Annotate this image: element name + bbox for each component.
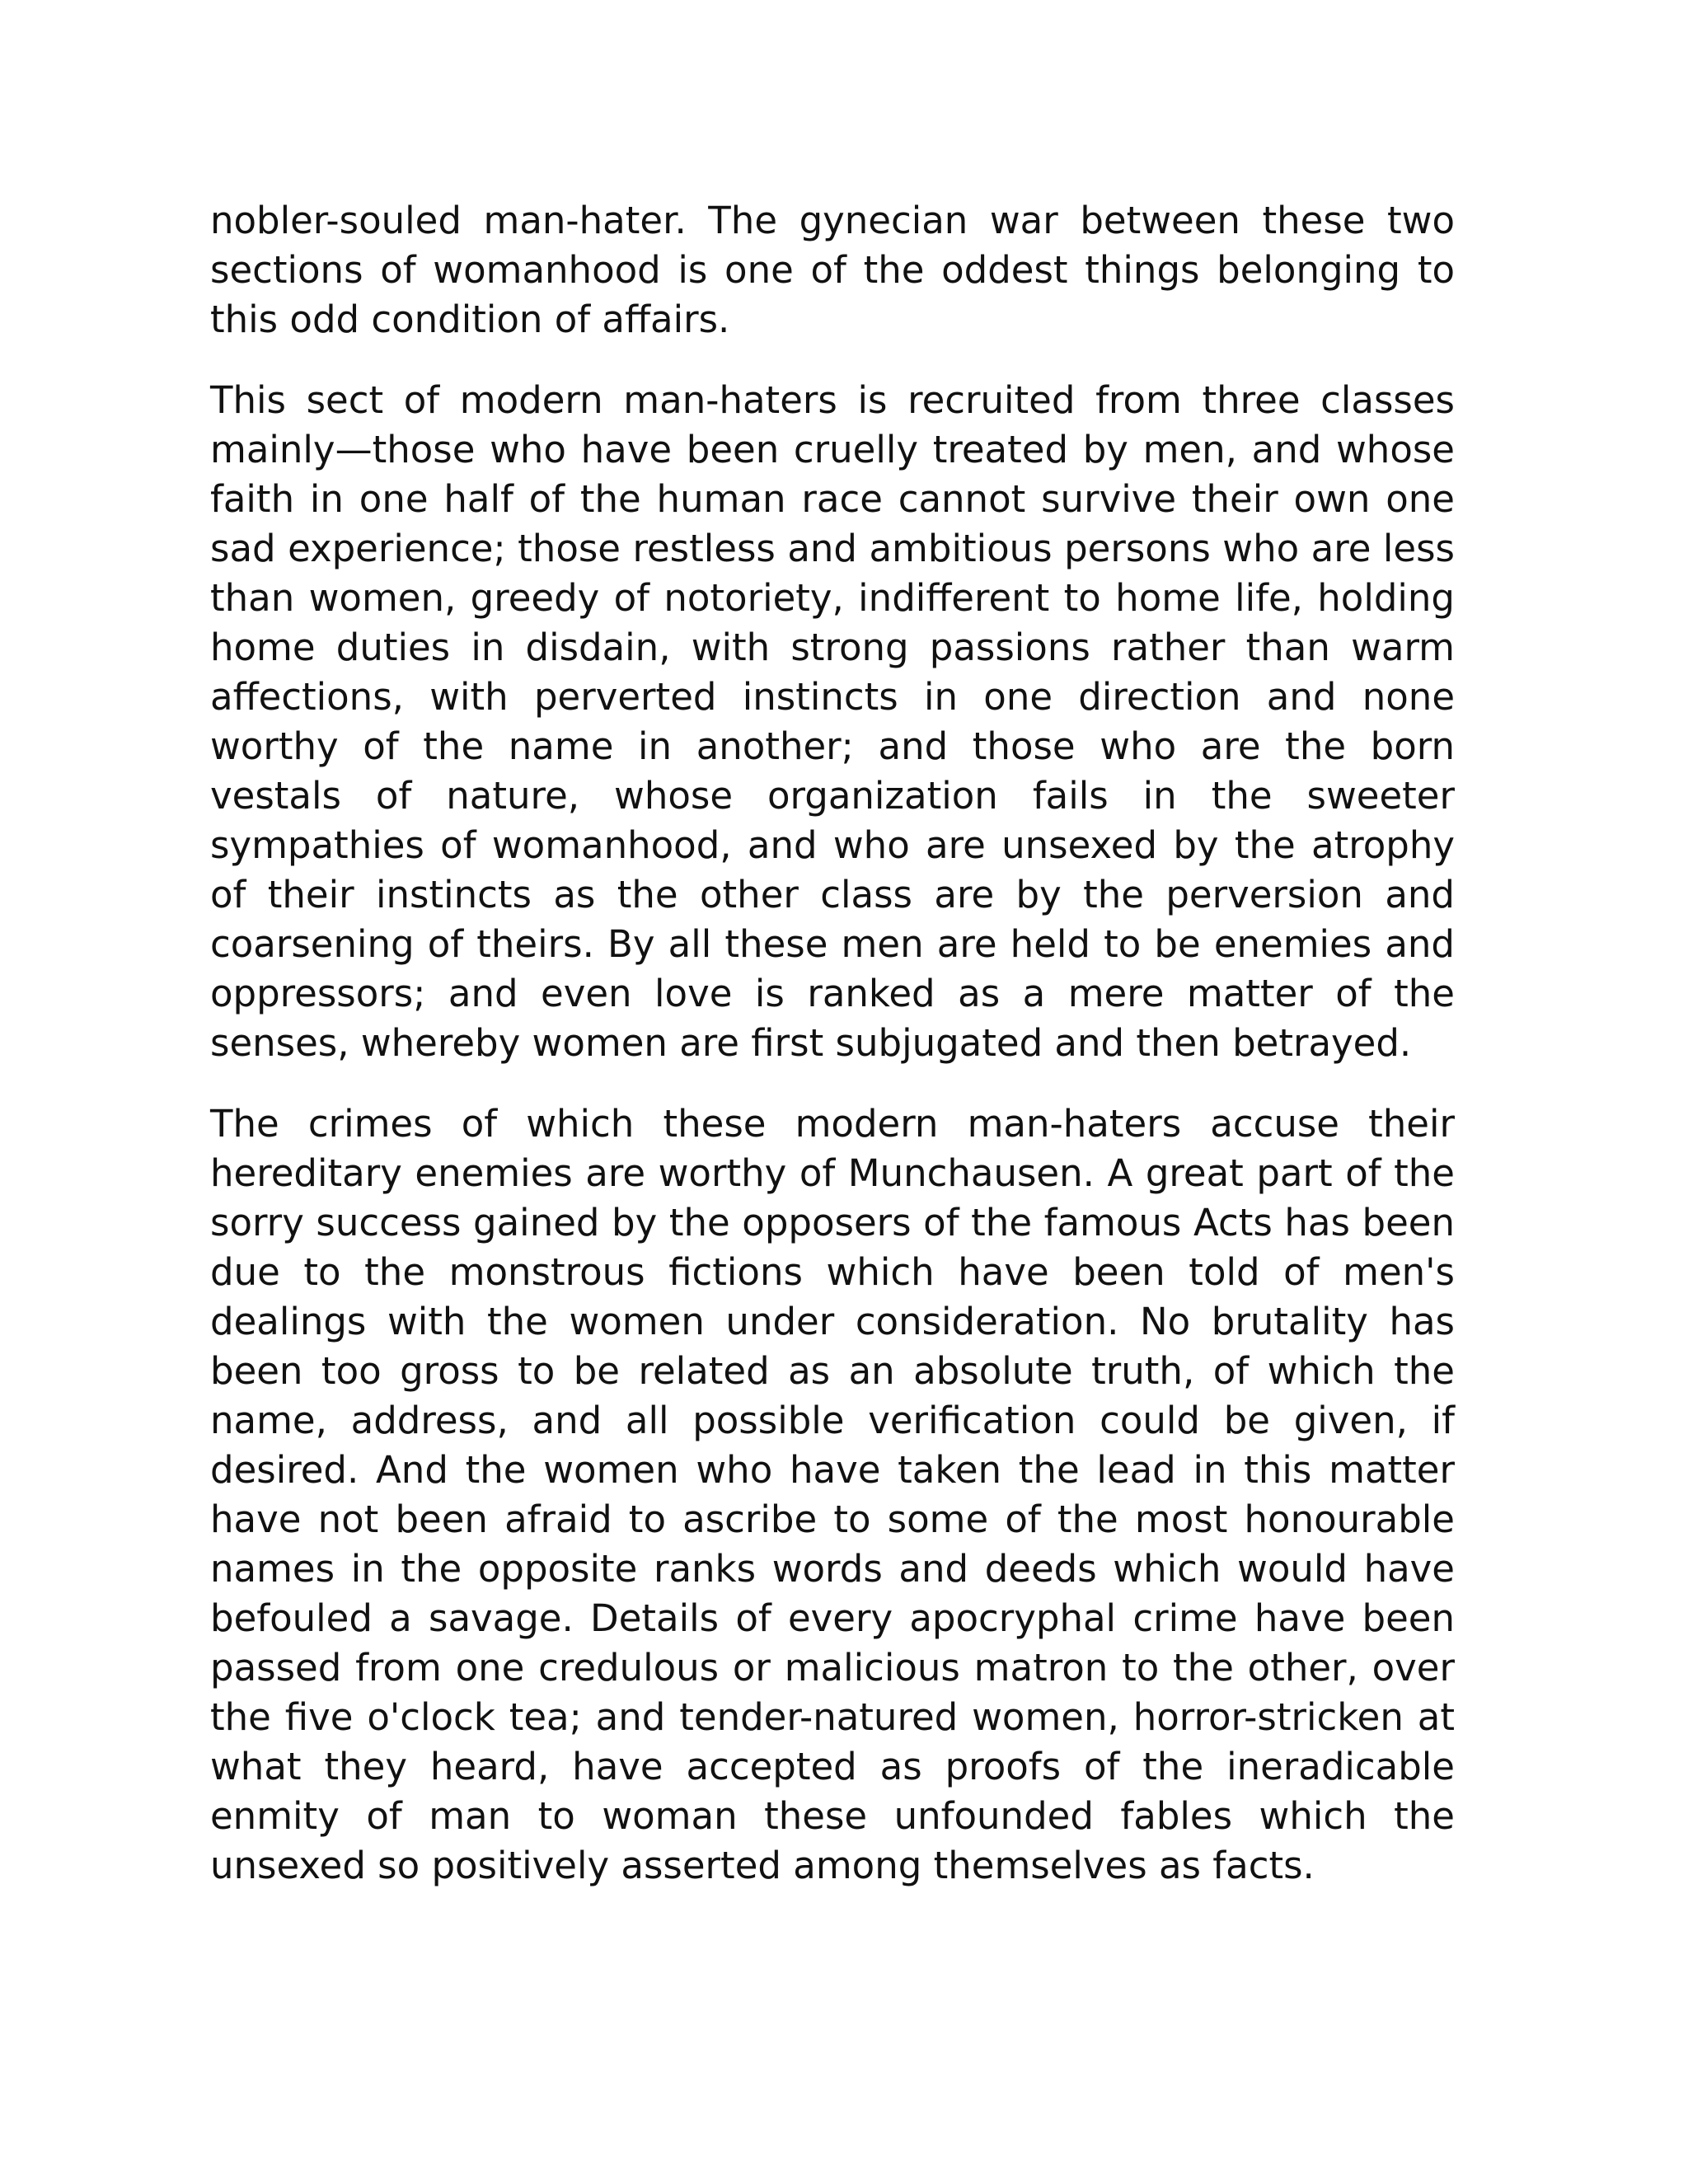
body-text xyxy=(210,196,1455,1922)
paragraph-3: The crimes of which these modern man-haters accuse their hereditary enemies are worthy of Munchausen. A great part of the sorry success gained by the opposers of the famous Acts has been due to the monstrous fictions which have been told of men's dealings with the women under consideration. No brutality has been too gross to be related as an absolute truth, of which the name, address, and all possible verification could be given, if desired. And the women who have taken the lead in this matter have not been afraid to ascribe to some of the most honourable names in the opposite ranks words and deeds which would have befouled a savage. Details of every apocryphal crime have been passed from one credulous or malicious matron to the other, over the five o'clock tea; and tender-natured women, horror-stricken at what they heard, have accepted as proofs of the ineradicable enmity of man to woman these unfounded fables which the unsexed so positively asserted among themselves as facts. xyxy=(210,1102,1455,1887)
paragraph-1: nobler-souled man-hater. The gynecian war between these two sections of womanhood is one of the oddest things belonging to this odd condition of affairs. xyxy=(210,199,1455,341)
paragraph-2: This sect of modern man-haters is recruited from three classes mainly—those who have been cruelly treated by men, and whose faith in one half of the human race cannot survive their own one sad experience; those restless and ambitious persons who are less than women, greedy of notoriety, indifferent to home life, holding home duties in disdain, with strong passions rather than warm affections, with perverted instincts in one direction and none worthy of the name in another; and those who are the born vestals of nature, whose organization fails in the sweeter sympathies of womanhood, and who are unsexed by the atrophy of their instincts as the other class are by the perversion and coarsening of theirs. By all these men are held to be enemies and oppressors; and even love is ranked as a mere matter of the senses, whereby women are first subjugated and then betrayed. xyxy=(210,378,1455,1065)
